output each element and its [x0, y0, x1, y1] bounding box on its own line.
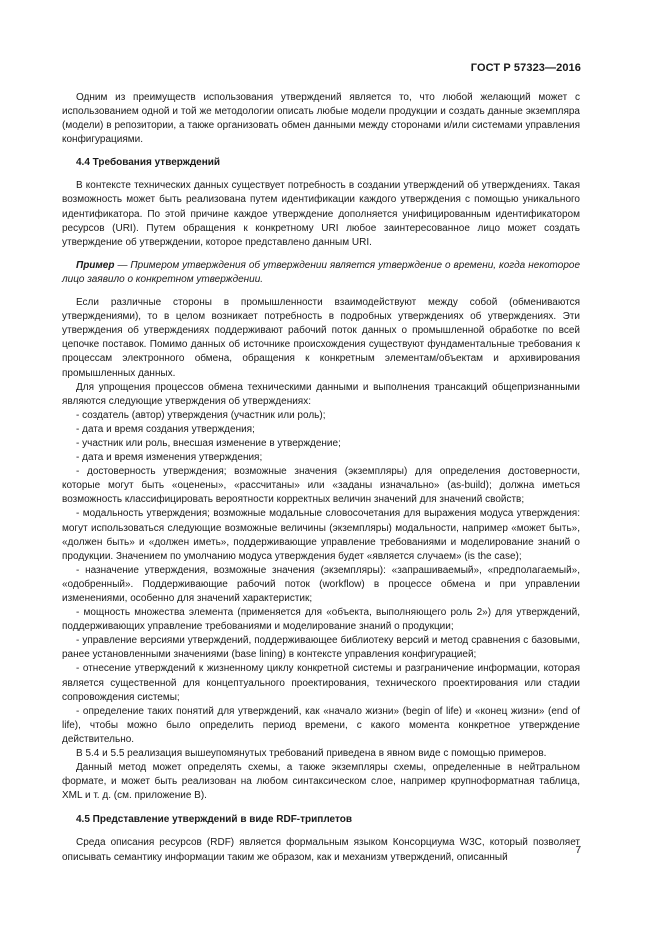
list-item: - дата и время создания утверждения; — [76, 423, 255, 435]
example-label: Пример — [76, 259, 115, 271]
section-4-5-paragraph-1: Среда описания ресурсов (RDF) является формальным языком Консорциума W3C, который позволяет описывать семантику информации таким же образом, как и механизм утверждений, описанный — [62, 837, 580, 863]
list-item: - участник или роль, внесшая изменение в утверждение; — [76, 437, 341, 449]
section-4-4-heading: 4.4 Требования утверждений — [76, 157, 221, 169]
section-4-4-paragraph-4: В 5.4 и 5.5 реализация вышеупомянутых требований приведена в явном виде с помощью примеров. — [76, 748, 547, 760]
section-4-4-paragraph-5: Данный метод может определять схемы, а также экземпляры схемы, определенные в нейтральном формате, и может быть реализован на любом синтаксическом слое, например крупноформатная таблица, XML и т. д. (см. приложение В). — [62, 762, 580, 802]
list-item: - отнесение утверждений к жизненному циклу конкретной системы и разграничение информации, которая является существенной для концептуального проектирования, технического проектирования или стадии сопровождения системы; — [62, 663, 580, 703]
list-item: - управление версиями утверждений, поддерживающее библиотеку версий и метод сравнения с базовыми, ранее установленными значениями (base lining) в контексте управления конфигурацией; — [62, 635, 580, 661]
section-4-4-paragraph-3: Для упрощения процессов обмена техническими данными и выполнения трансакций общепризнанными являются следующие утверждения об утверждениях: — [62, 381, 580, 407]
list-item: - определение таких понятий для утверждений, как «начало жизни» (begin of life) и «конец жизни» (end of life), чтобы можно было определить период времени, с какого момента конкретное утверждение действительно. — [62, 705, 580, 745]
list-item: - мощность множества элемента (применяется для «объекта, выполняющего роль 2») для утверждений, поддерживающих управление требованиями и моделирование знаний о продукции; — [62, 607, 580, 633]
list-item: - назначение утверждения, возможные значения (экземпляры): «запрашиваемый», «предполагаемый», «одобренный». Поддерживающие рабочий поток (workflow) в процессе обмена и при управлении изменениями, особенно для значений характеристик; — [62, 564, 580, 604]
example-note — [62, 259, 580, 287]
intro-paragraph: Одним из преимуществ использования утверждений является то, что любой желающий может с использованием одной и той же методологии описать любые модели продукции и создать данные экземпляра (модели) в репозитории, а также организовать обмен данными между сторонами и/или системами управления конфигурациями. — [62, 92, 580, 146]
page-number: 7 — [575, 845, 581, 856]
list-item: - дата и время изменения утверждения; — [76, 452, 263, 464]
section-4-5-heading: 4.5 Представление утверждений в виде RDF-триплетов — [76, 814, 353, 826]
list-item: - достоверность утверждения; возможные значения (экземпляры) для определения достоверности, которые могут быть «оценены», «рассчитаны» или «заданы изначально» (as-build); должна иметься возможность классифицировать вероятности корректных величин значений для значений свойств; — [62, 466, 580, 506]
section-4-4-paragraph-1: В контексте технических данных существует потребность в создании утверждений об утверждениях. Такая возможность может быть реализована путем идентификации каждого утверждения с помощью уникального идентификатора. По этой причине каждое утверждение дополняется унифицированным идентификатором ресурсов (URI). Путем обращения к конкретному URI любое заинтересованное лицо может создать утверждение об утверждении, которое представлено данным URI. — [62, 180, 580, 248]
section-4-4-paragraph-2: Если различные стороны в промышленности взаимодействуют между собой (обмениваются утверждениями), то в целом возникает потребность в подробных утверждениях об утверждениях. Эти утверждения об утверждениях поддерживают рабочий поток данных о промышленной обработке по всей цепочке поставок. Помимо данных об источнике происхождения существуют фундаментальные требования к процессам электронного обмена, обращения к конкретным элементам/объектам и архивирования промышленных данных. — [62, 297, 580, 379]
example-text: — Примером утверждения об утверждении является утверждение о времени, когда некоторое лицо заявило о конкретном утверждении. — [62, 259, 580, 285]
page-body — [62, 91, 580, 865]
document-standard-number: ГОСТ Р 57323—2016 — [470, 62, 581, 74]
list-item: - модальность утверждения; возможные модальные словосочетания для выражения модуса утверждения: могут использоваться следующие возможные величины (экземпляры) модальности, например «может быть», «должен быть» и «должен иметь», поддерживающие управление требованиями и моделирование знаний о продукции. Значением по умолчанию модуса утверждения будет «является случаем» (is the case); — [62, 508, 580, 562]
list-item: - создатель (автор) утверждения (участник или роль); — [76, 409, 326, 421]
